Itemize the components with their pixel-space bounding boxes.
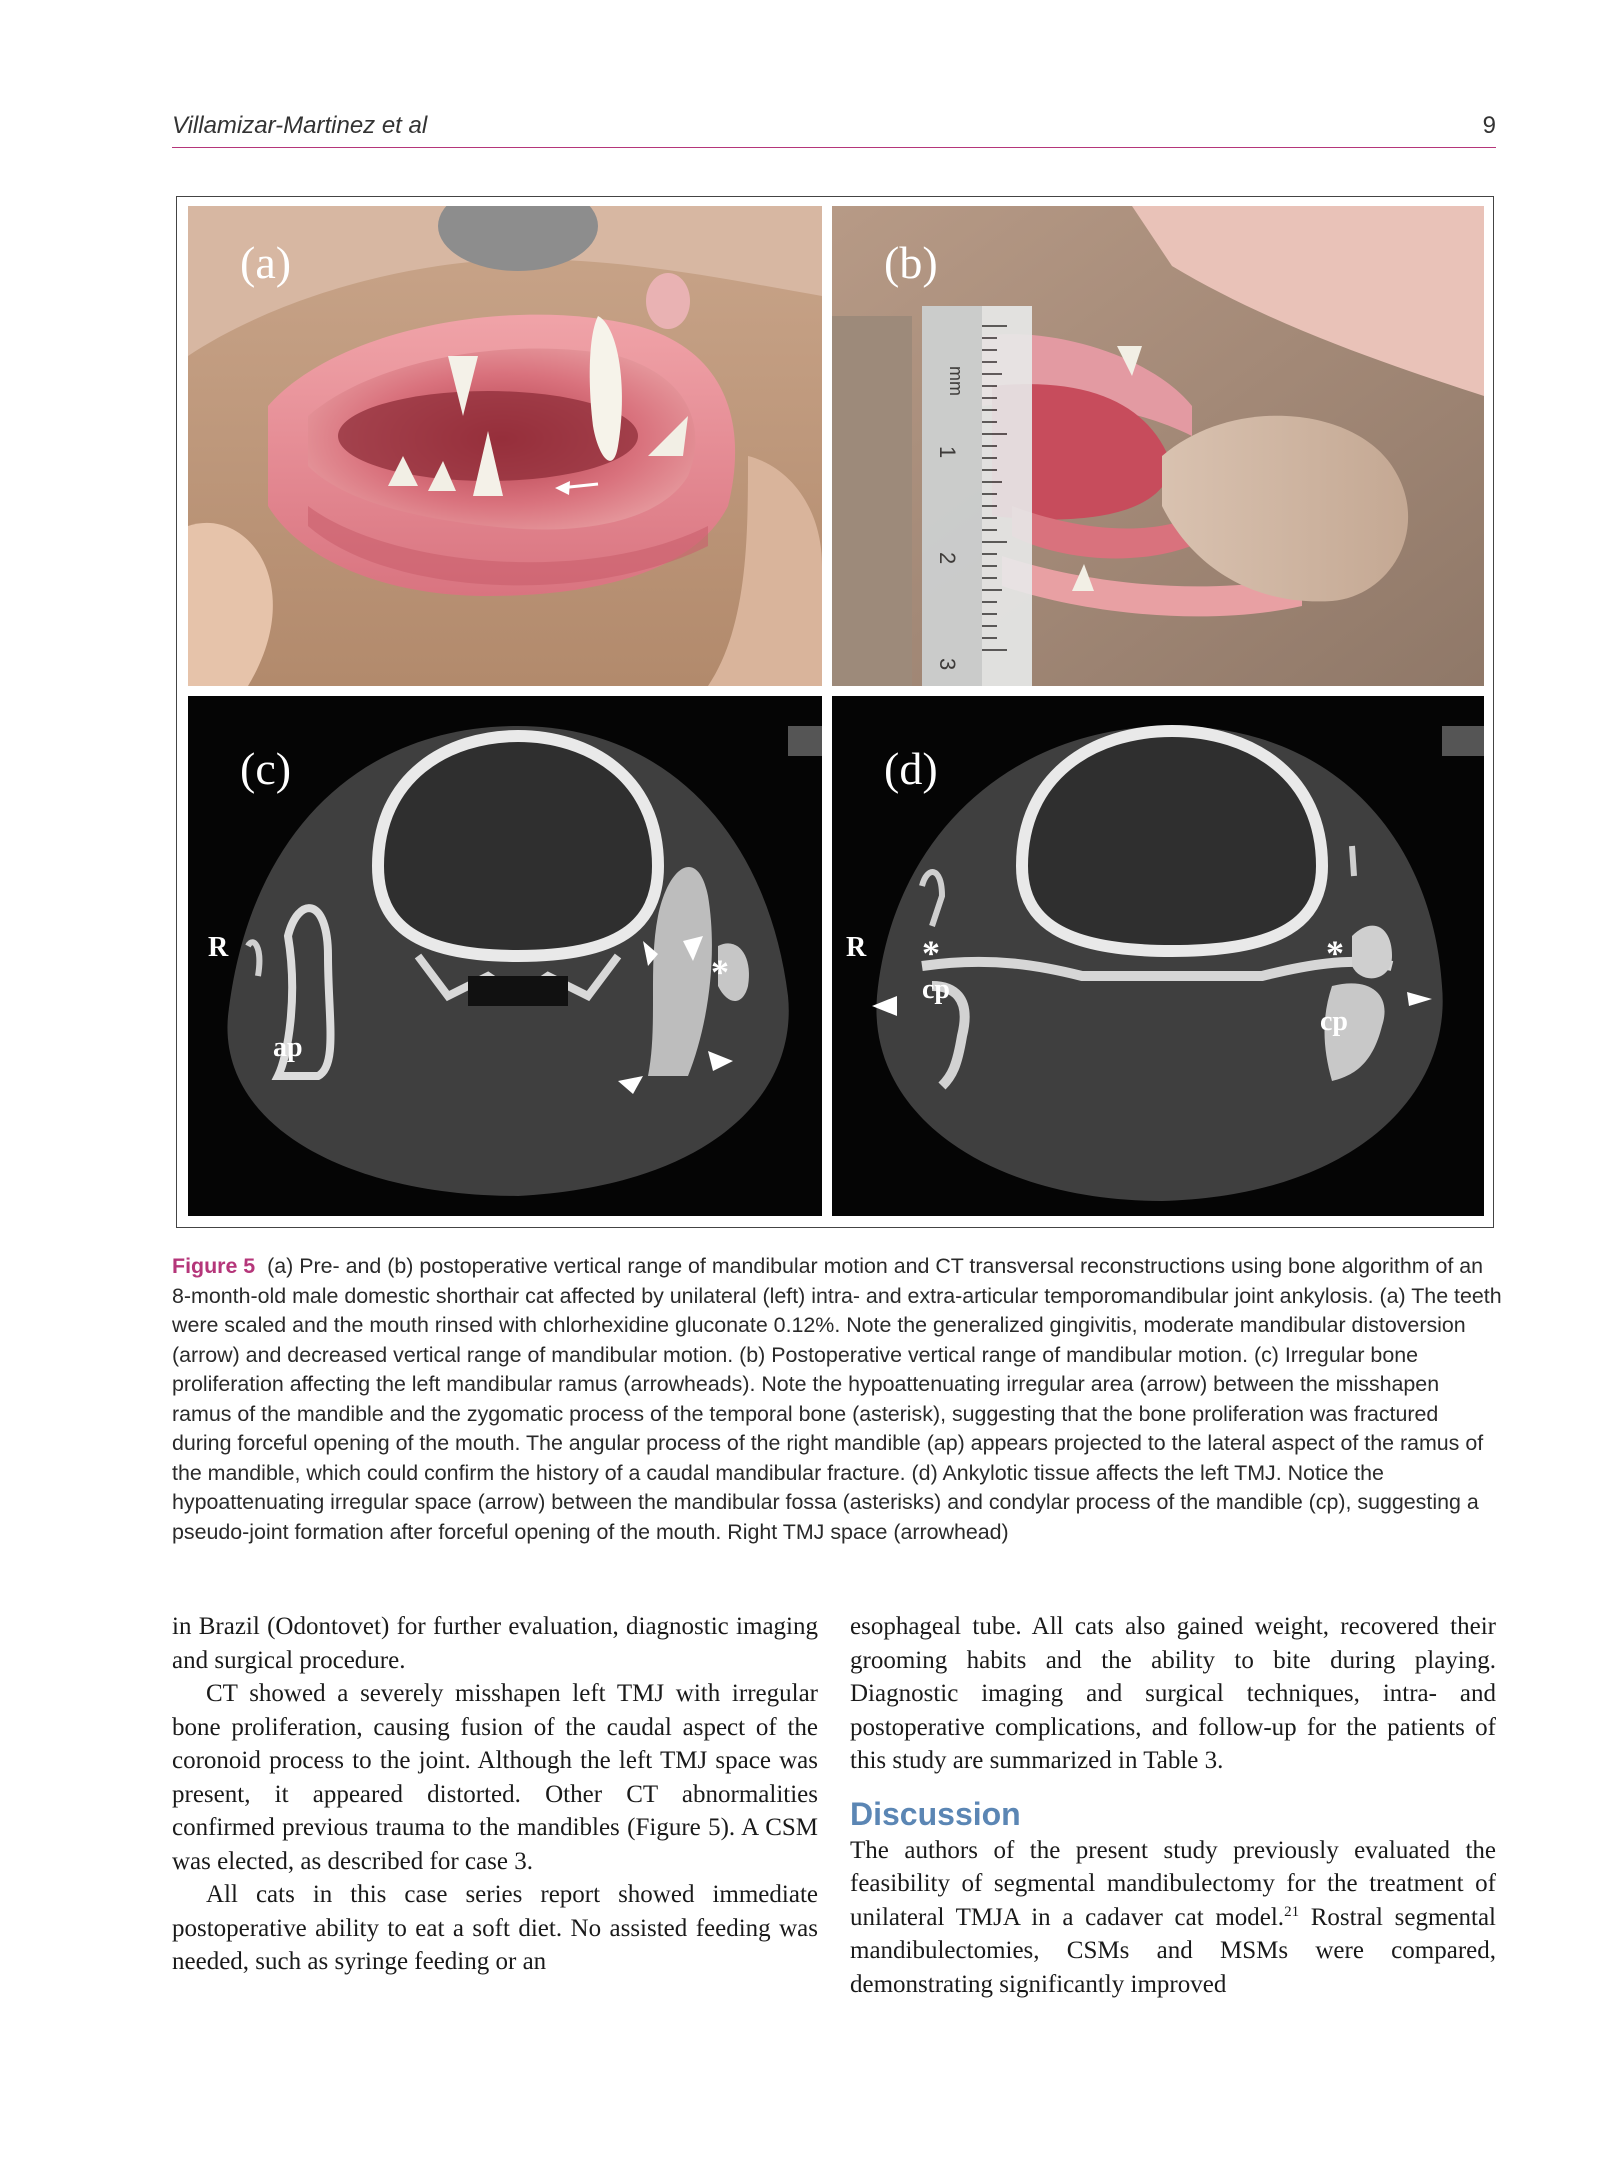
figure-caption-text: (a) Pre- and (b) postoperative vertical range of mandibular motion and CT transversal reconstructions using bone algorithm of an 8-month-old male domestic shorthair cat affected by unilateral (left) intra- and extra-articular temporomandibular joint ankylosis. (a) The teeth were scaled and the mouth rinsed with chlorhexidine gluconate 0.12%. Note the generalized gingivitis, moderate mandibular distoversion (arrow) and decreased vertical range of mandibular motion. (b) Postoperative vertical range of mandibular motion. (c) Irregular bone proliferation affecting the left mandibular ramus (arrowheads). Note the hypoattenuating irregular area (arrow) between the misshapen ramus of the mandible and the zygomatic process of the temporal bone (asterisk), suggesting that the bone proliferation was fractured during forceful opening of the mouth. The angular process of the right mandible (ap) appears projected to the lateral aspect of the ramus of the mandible, which could confirm the history of a caudal mandibular fracture. (d) Ankylotic tissue affects the left TMJ. Notice the hypoattenuating irregular space (arrow) between the mandibular fossa (asterisks) and condylar process of the mandible (cp), suggesting a pseudo-joint formation after forceful opening of the mouth. Right TMJ space (arrowhead) bbox=[172, 1254, 1502, 1544]
panel-d-letter: (d) bbox=[884, 743, 938, 794]
body-left-paragraph-3: All cats in this case series report showed immediate postoperative ability to eat a soft diet. No assisted feeding was needed, such as syringe feeding or an bbox=[172, 1881, 818, 1975]
panel-c-asterisk: * bbox=[711, 952, 729, 992]
ruler bbox=[922, 306, 1032, 686]
figure-panel-c-ct bbox=[188, 696, 822, 1216]
panel-c-label-r: R bbox=[208, 932, 229, 963]
body-right-paragraph-2-text: The authors of the present study previously evaluated the feasibility of segmental mandibulectomy for the treatment of unilateral TMJA in a cadaver cat model. bbox=[850, 1836, 1496, 1931]
figure-caption bbox=[172, 1252, 1502, 1547]
body-left-paragraph-2: CT showed a severely misshapen left TMJ with irregular bone proliferation, causing fusion of the caudal aspect of the coronoid process to the joint. Although the left TMJ space was present, it appeared distorted. Other CT abnormalities confirmed previous trauma to the mandibles (Figure 5). A CSM was elected, as described for case 3. bbox=[172, 1680, 818, 1875]
panel-c-letter: (c) bbox=[240, 743, 292, 794]
body-column-right bbox=[850, 1610, 1496, 2001]
page-number: 9 bbox=[1482, 112, 1496, 139]
ruler-mark-1: 1 bbox=[935, 446, 960, 459]
body-right-paragraph-1: esophageal tube. All cats also gained weight, recovered their grooming habits and the ability to bite during playing. Diagnostic imaging and surgical techniques, intra- and postoperative complications, and follow-up for the patients of this study are summarized in Table 3. bbox=[850, 1613, 1496, 1774]
ruler-unit: mm bbox=[946, 366, 966, 396]
panel-b-letter: (b) bbox=[884, 237, 938, 288]
panel-d-label-r: R bbox=[846, 932, 867, 963]
figure-panel-d-ct bbox=[832, 696, 1484, 1216]
panel-d-label-cp-left: cp bbox=[922, 974, 950, 1005]
body-right-paragraph-2-cont: Rostral segmental mandibulectomies, CSMs and MSMs were compared, demonstrating significantly improved bbox=[850, 1903, 1496, 1998]
panel-a-letter: (a) bbox=[240, 237, 292, 288]
reference-21: 21 bbox=[1284, 1903, 1300, 1920]
figure-panel-a-photo bbox=[188, 206, 822, 686]
body-left-paragraph-1: in Brazil (Odontovet) for further evaluation, diagnostic imaging and surgical procedure. bbox=[172, 1613, 818, 1674]
section-heading-discussion: Discussion bbox=[850, 1795, 1021, 1832]
ruler-mark-3: 3 bbox=[935, 658, 960, 671]
ruler-mark-2: 2 bbox=[935, 552, 960, 565]
panel-d-asterisk-right: * bbox=[1326, 933, 1344, 973]
panel-c-label-ap: ap bbox=[273, 1032, 303, 1063]
figure-caption-label: Figure 5 bbox=[172, 1254, 256, 1278]
panel-d-label-cp-right: cp bbox=[1320, 1006, 1348, 1037]
running-head bbox=[172, 112, 1496, 148]
body-right-paragraph-2 bbox=[850, 1834, 1496, 2002]
body-column-left bbox=[172, 1610, 818, 1979]
panel-d-asterisk-left: * bbox=[922, 933, 940, 973]
figure-panel-b-photo bbox=[832, 206, 1484, 686]
running-head-author: Villamizar-Martinez et al bbox=[172, 112, 428, 139]
